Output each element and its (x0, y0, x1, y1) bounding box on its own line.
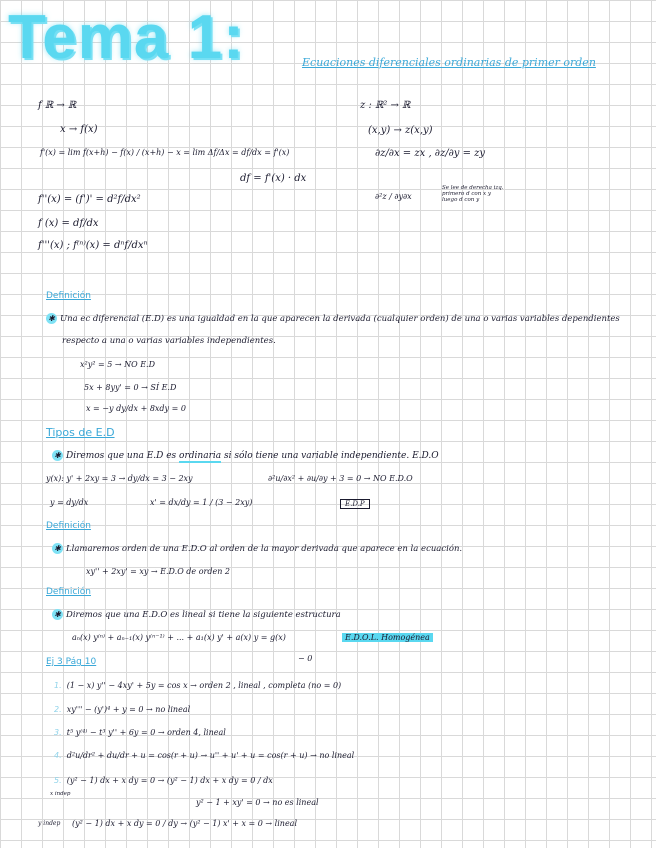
tipos-example-2: ∂²u/∂x² + ∂u/∂y + 3 = 0 → NO E.D.O (268, 474, 413, 483)
ejercicio-item: 4. d²u/dr² + du/dr + u = cos(r + u) → u'' + u' + u = cos(r + u) → no lineal (54, 751, 355, 760)
star-icon: ✱ (46, 313, 57, 324)
tipos-example-1: y(x): y' + 2xy = 3 → dy/dx = 3 − 2xy (46, 474, 193, 483)
intro-right-1: z : ℝ² → ℝ (360, 100, 411, 111)
def3-heading: Definición (46, 587, 91, 597)
intro-line-7: f'''(x) ; f⁽ⁿ⁾(x) = dⁿf/dxⁿ (38, 240, 148, 251)
star-icon: ✱ (52, 450, 63, 461)
ejercicio-x-label: x indep (50, 791, 71, 797)
tipos-heading: Tipos de E.D (46, 426, 115, 439)
def3-text: ✱ Diremos que una E.D.O es lineal si tiene la siguiente estructura (52, 609, 341, 620)
ejercicio-y-label: y indep (38, 820, 61, 827)
def2-example: xy'' + 2xy' = xy → E.D.O de orden 2 (86, 567, 230, 576)
ejercicio-item: 5. (y² − 1) dx + x dy = 0 → (y² − 1) dx + x dy = 0 / dx (54, 776, 273, 785)
intro-line-4: df = f'(x) · dx (240, 173, 307, 184)
def3-formula: aₙ(x) y⁽ⁿ⁾ + aₙ₋₁(x) y⁽ⁿ⁻¹⁾ + ... + a₁(x) y' + a(x) y = g(x) (72, 633, 286, 642)
star-icon: ✱ (52, 609, 63, 620)
page-subtitle: Ecuaciones diferenciales ordinarias de primer orden (302, 56, 596, 69)
intro-line-5: f''(x) = (f')' = d²f/dx² (38, 194, 141, 205)
intro-line-1: f ℝ → ℝ (38, 100, 77, 111)
intro-right-3: ∂z/∂x = zx , ∂z/∂y = zy (375, 148, 486, 159)
ejercicio-item: 3. t⁵ y⁽⁴⁾ − t³ y'' + 6y = 0 → orden 4, lineal (54, 728, 226, 737)
def1-example-1: x²y² = 5 → NO E.D (80, 360, 156, 369)
intro-right-note: Se lee de derecha izq. primero d con x y luego d con y (442, 185, 504, 203)
def1-example-2: 5x + 8yy' = 0 → SÍ E.D (84, 383, 177, 392)
intro-line-6: f (x) = df/dx (38, 218, 99, 229)
def3-zero: − 0 (298, 654, 313, 663)
def3-tag: E.D.O.L. Homogénea (342, 633, 433, 642)
tipos-example-4: x' = dx/dy = 1 / (3 − 2xy) (150, 498, 253, 507)
ejercicio-line-6: y² − 1 + xy' = 0 → no es lineal (196, 798, 319, 807)
def1-heading: Definición (46, 291, 91, 301)
def2-text: ✱ Llamaremos orden de una E.D.O al orden de la mayor derivada que aparece en la ecuación. (52, 543, 462, 554)
edp-box: E.D.P (340, 499, 370, 509)
def2-heading: Definición (46, 521, 91, 531)
star-icon: ✱ (52, 543, 63, 554)
page-title: Tema 1: (8, 3, 245, 72)
intro-line-2: x → f(x) (60, 124, 98, 135)
def1-example-3: x = −y dy/dx + 8xdy = 0 (86, 404, 186, 413)
ejercicios-heading: Ej 3 Pág 10 (46, 657, 97, 667)
tipos-text: ✱ Diremos que una E.D es ordinaria si sólo tiene una variable independiente. E.D.O (52, 450, 439, 461)
tipos-example-3: y = dy/dx (50, 498, 89, 507)
intro-line-3: f'(x) = lim f(x+h) − f(x) / (x+h) − x = lim Δf/Δx = df/dx = f'(x) (40, 148, 290, 157)
ejercicio-line-7: (y² − 1) dx + x dy = 0 / dy → (y² − 1) x' + x = 0 → lineal (72, 819, 297, 828)
ejercicio-item: 2. xy''' − (y')⁴ + y = 0 → no lineal (54, 705, 191, 714)
highlight-ordinaria: ordinaria (179, 451, 222, 461)
intro-right-4: ∂²z / ∂y∂x (375, 192, 412, 201)
def1-text-line-2: respecto a una o varias variables independientes. (62, 336, 276, 346)
intro-right-2: (x,y) → z(x,y) (368, 125, 433, 136)
def1-text-line-1: ✱ Una ec diferencial (E.D) es una igualdad en la que aparecen la derivada (cualquier orden) de una o varias variables dependientes (46, 313, 620, 324)
ejercicio-item: 1. (1 − x) y'' − 4xy' + 5y = cos x → orden 2 , lineal , completa (no = 0) (54, 681, 342, 690)
